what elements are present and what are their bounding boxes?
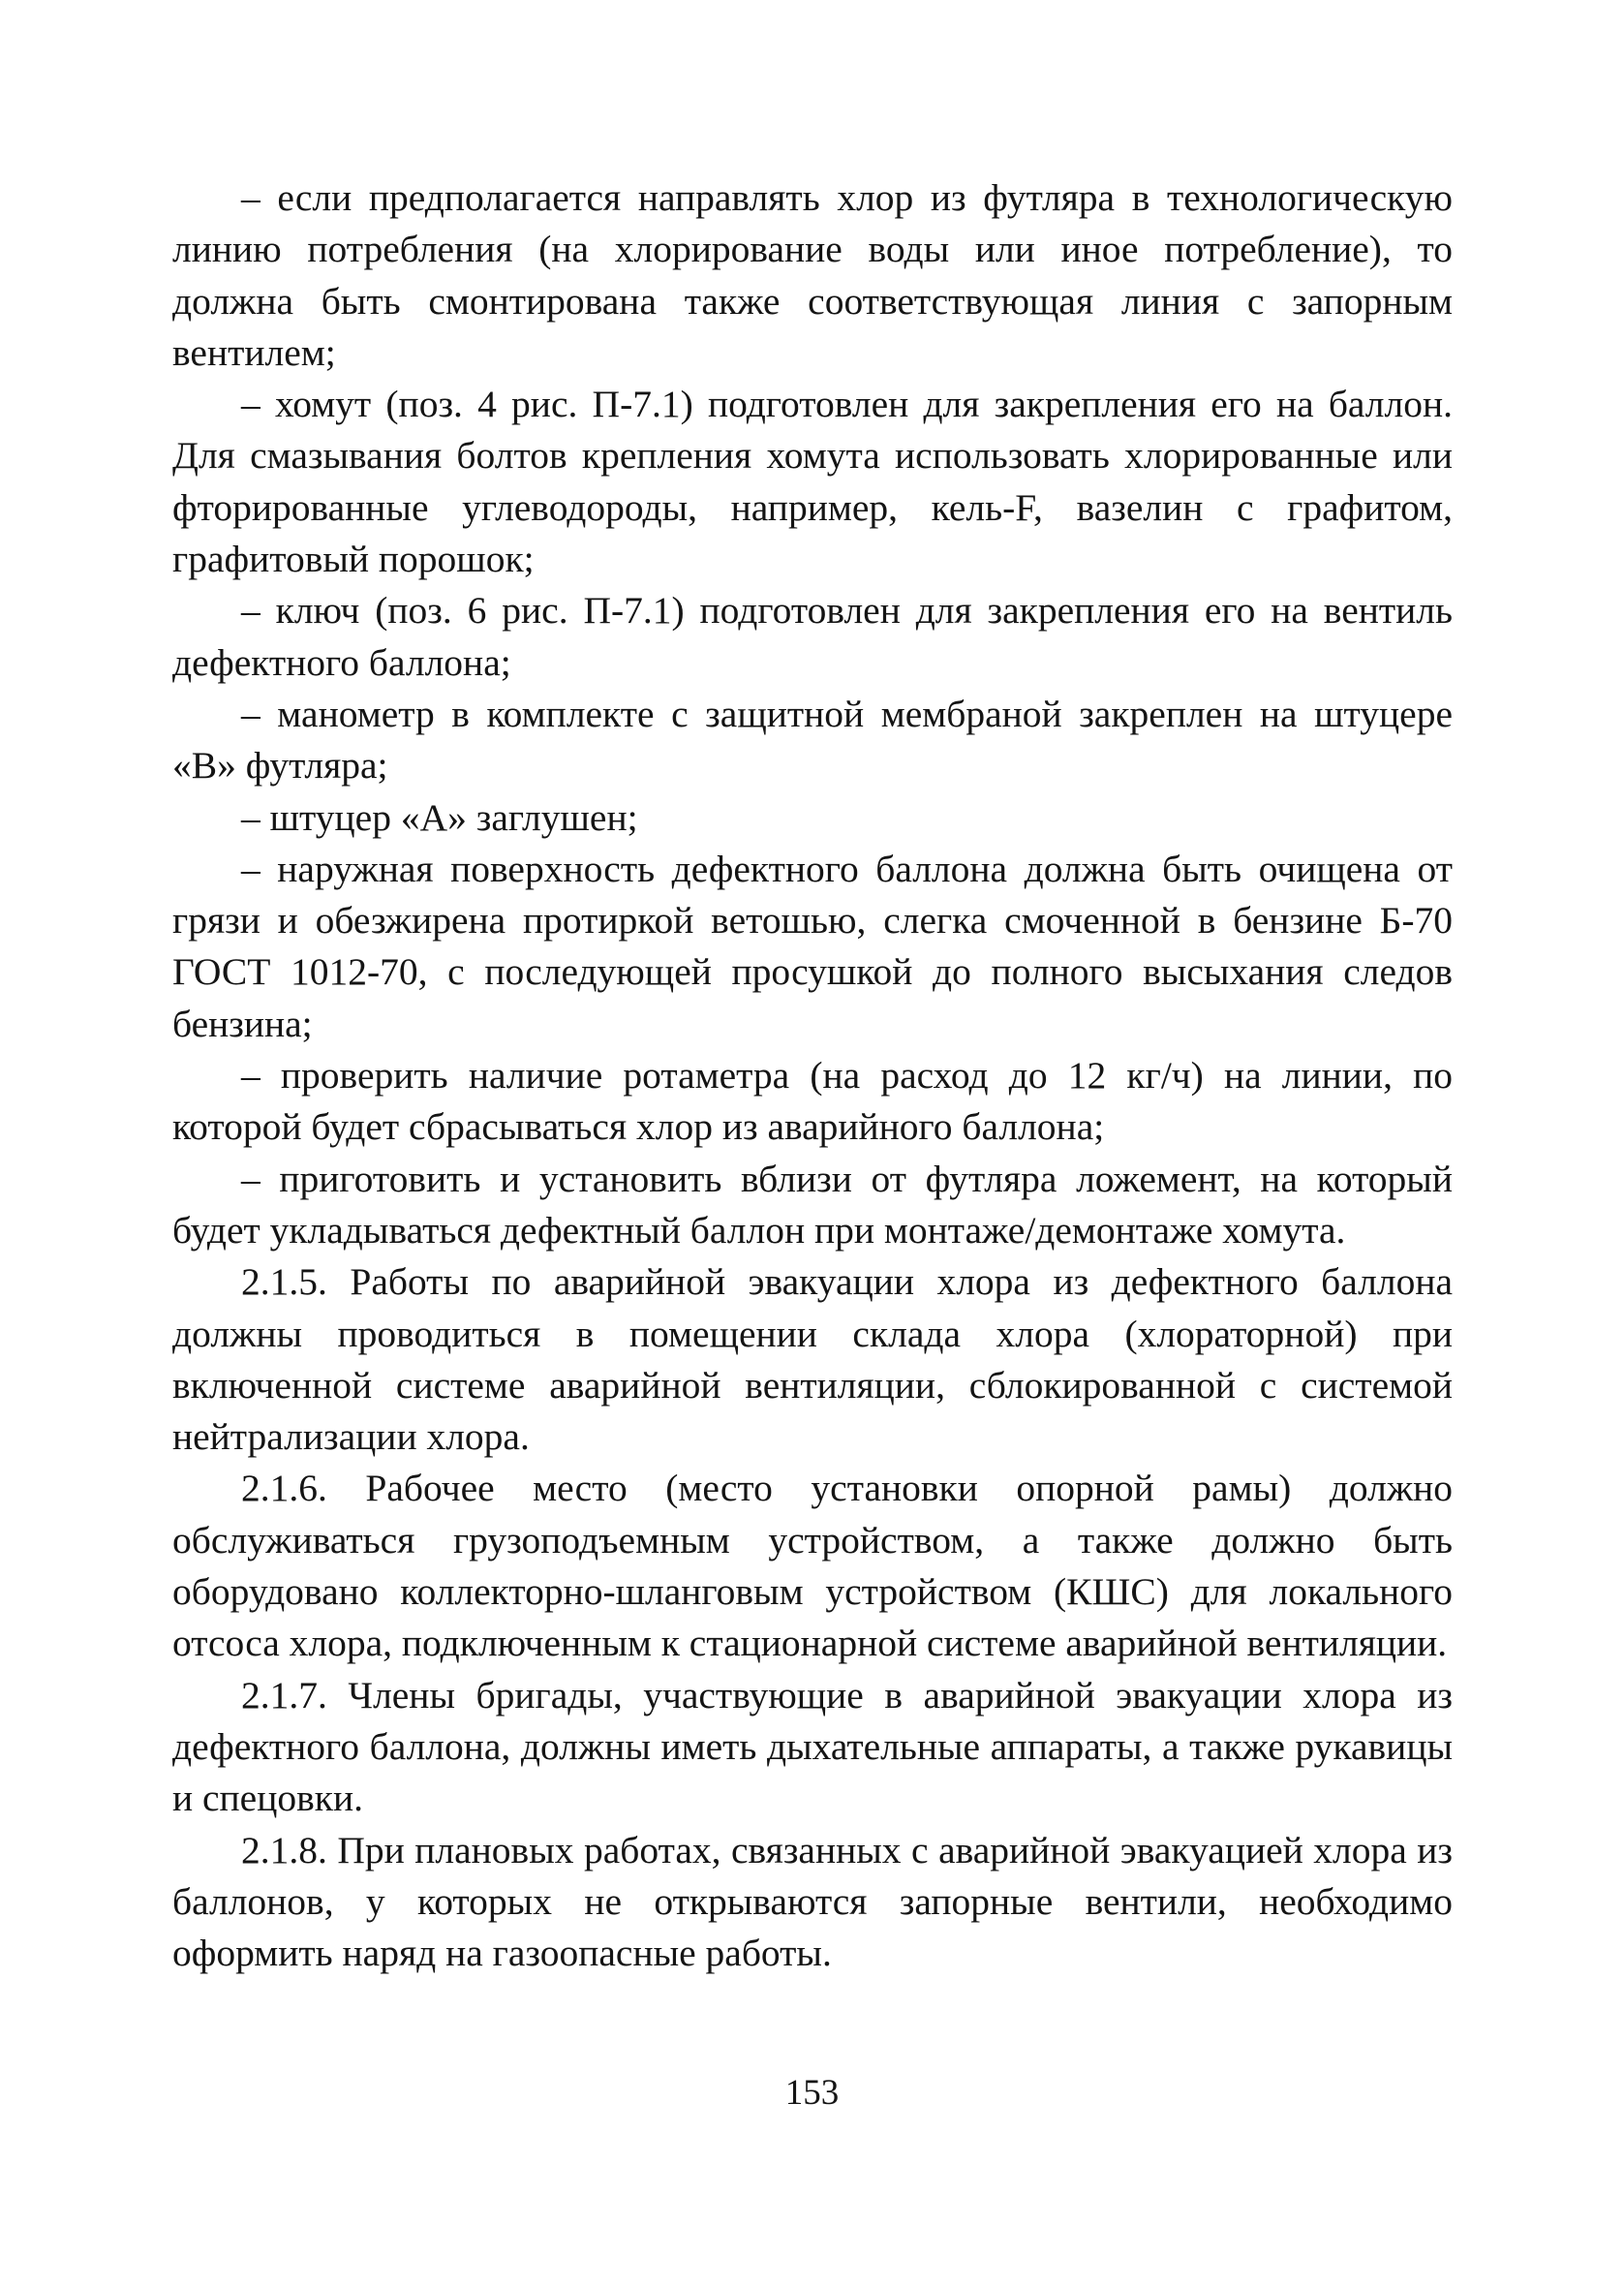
- paragraph-key: – ключ (поз. 6 рис. П-7.1) подготовлен для закрепления его на вентиль дефектного баллона;: [172, 589, 1453, 684]
- paragraph-chlorine-line: – если предполагается направлять хлор из футляра в технологическую линию потребления (на хлорирование воды или иное потребление), то должна быть смонтирована также соответствующая линия с запорным вентилем;: [172, 176, 1453, 374]
- paragraph-cylinder-cleaning: – наружная поверхность дефектного баллона должна быть очищена от грязи и обезжирена протиркой ветошью, слегка смоченной в бензине Б-70 ГОСТ 1012-70, с последующей просушкой до полного высыхания следов бензина;: [172, 847, 1453, 1045]
- body-text: [172, 172, 1453, 1979]
- paragraph-2-1-8: 2.1.8. При плановых работах, связанных с аварийной эвакуацией хлора из баллонов, у которых не открываются запорные вентили, необходимо оформить наряд на газоопасные работы.: [172, 1828, 1453, 1975]
- paragraph-2-1-5: 2.1.5. Работы по аварийной эвакуации хлора из дефектного баллона должны проводиться в помещении склада хлора (хлораторной) при включенной системе аварийной вентиляции, сблокированной с системой нейтрализации хлора.: [172, 1260, 1453, 1459]
- paragraph-2-1-6: 2.1.6. Рабочее место (место установки опорной рамы) должно обслуживаться грузоподъемным устройством, а также должно быть оборудовано коллекторно-шланговым устройством (КШС) для локального отсоса хлора, подключенным к стационарной системе аварийной вентиляции.: [172, 1467, 1453, 1665]
- paragraph-rotameter: – проверить наличие ротаметра (на расход до 12 кг/ч) на линии, по которой будет сбрасываться хлор из аварийного баллона;: [172, 1054, 1453, 1149]
- paragraph-manometer: – манометр в комплекте с защитной мембраной закреплен на штуцере «В» футляра;: [172, 692, 1453, 788]
- paragraph-cradle: – приготовить и установить вблизи от футляра ложемент, на который будет укладываться дефектный баллон при монтаже/демонтаже хомута.: [172, 1157, 1453, 1252]
- paragraph-clamp: – хомут (поз. 4 рис. П-7.1) подготовлен для закрепления его на баллон. Для смазывания болтов крепления хомута использовать хлорированные или фторированные углеводороды, например, кель-F, вазелин с графитом, графитовый порошок;: [172, 383, 1453, 581]
- paragraph-2-1-7: 2.1.7. Члены бригады, участвующие в аварийной эвакуации хлора из дефектного баллона, должны иметь дыхательные аппараты, а также рукавицы и спецовки.: [172, 1673, 1453, 1820]
- paragraph-fitting-a: – штуцер «А» заглушен;: [241, 795, 638, 839]
- page-number: 153: [784, 2073, 840, 2113]
